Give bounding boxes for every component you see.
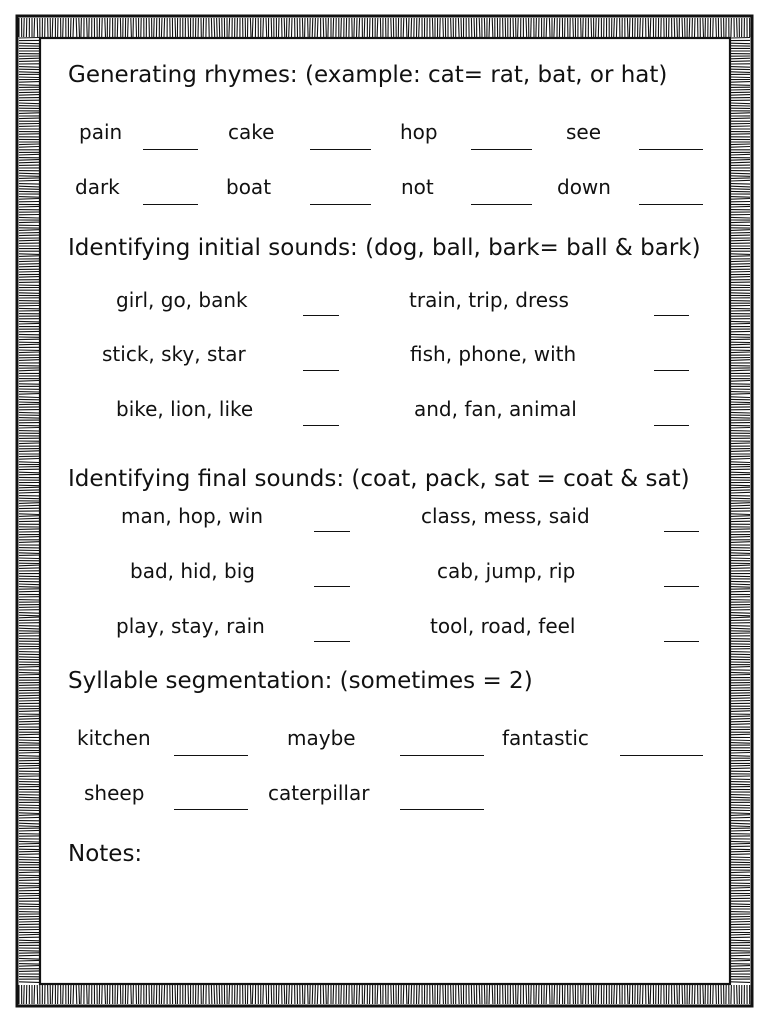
answer-blank[interactable] [143,204,198,205]
answer-blank[interactable] [174,809,248,810]
answer-blank[interactable] [654,370,689,371]
answer-blank[interactable] [314,531,350,532]
answer-blank[interactable] [471,149,532,150]
initial-sounds-heading: Identifying initial sounds: (dog, ball, bark= ball & bark) [68,235,701,261]
initial-sounds-item: stick, sky, star [102,342,246,366]
rhyme-word: hop [400,120,438,144]
answer-blank[interactable] [400,755,484,756]
answer-blank[interactable] [174,755,248,756]
rhyme-word: see [566,120,602,144]
initial-sounds-item: girl, go, bank [116,288,248,312]
initial-sounds-item: train, trip, dress [409,288,569,312]
rhymes-heading: Generating rhymes: (example: cat= rat, bat, or hat) [68,62,668,88]
syllable-word: fantastic [502,726,589,750]
final-sounds-item: man, hop, win [121,504,264,528]
answer-blank[interactable] [639,149,703,150]
rhyme-word: not [401,175,434,199]
rhyme-word: down [557,175,611,199]
answer-blank[interactable] [654,425,689,426]
initial-sounds-item: bike, lion, like [116,397,254,421]
final-sounds-item: cab, jump, rip [437,559,576,583]
answer-blank[interactable] [303,370,339,371]
answer-blank[interactable] [314,641,350,642]
rhyme-word: boat [226,175,272,199]
answer-blank[interactable] [664,586,699,587]
final-sounds-item: bad, hid, big [130,559,255,583]
syllables-heading: Syllable segmentation: (sometimes = 2) [68,668,533,694]
answer-blank[interactable] [143,149,198,150]
final-sounds-item: tool, road, feel [430,614,576,638]
syllable-word: caterpillar [268,781,370,805]
answer-blank[interactable] [639,204,703,205]
answer-blank[interactable] [654,315,689,316]
rhyme-word: cake [228,120,275,144]
syllable-word: maybe [287,726,356,750]
answer-blank[interactable] [664,641,699,642]
final-sounds-heading: Identifying final sounds: (coat, pack, sat = coat & sat) [68,466,690,492]
answer-blank[interactable] [664,531,699,532]
answer-blank[interactable] [310,204,371,205]
answer-blank[interactable] [620,755,703,756]
answer-blank[interactable] [310,149,371,150]
answer-blank[interactable] [400,809,484,810]
answer-blank[interactable] [303,425,339,426]
final-sounds-item: play, stay, rain [116,614,265,638]
initial-sounds-item: and, fan, animal [414,397,577,421]
answer-blank[interactable] [303,315,339,316]
rhyme-word: pain [79,120,123,144]
initial-sounds-item: fish, phone, with [410,342,577,366]
notes-label: Notes: [68,841,143,867]
answer-blank[interactable] [471,204,532,205]
rhyme-word: dark [75,175,120,199]
final-sounds-item: class, mess, said [421,504,590,528]
answer-blank[interactable] [314,586,350,587]
syllable-word: kitchen [77,726,151,750]
syllable-word: sheep [84,781,145,805]
